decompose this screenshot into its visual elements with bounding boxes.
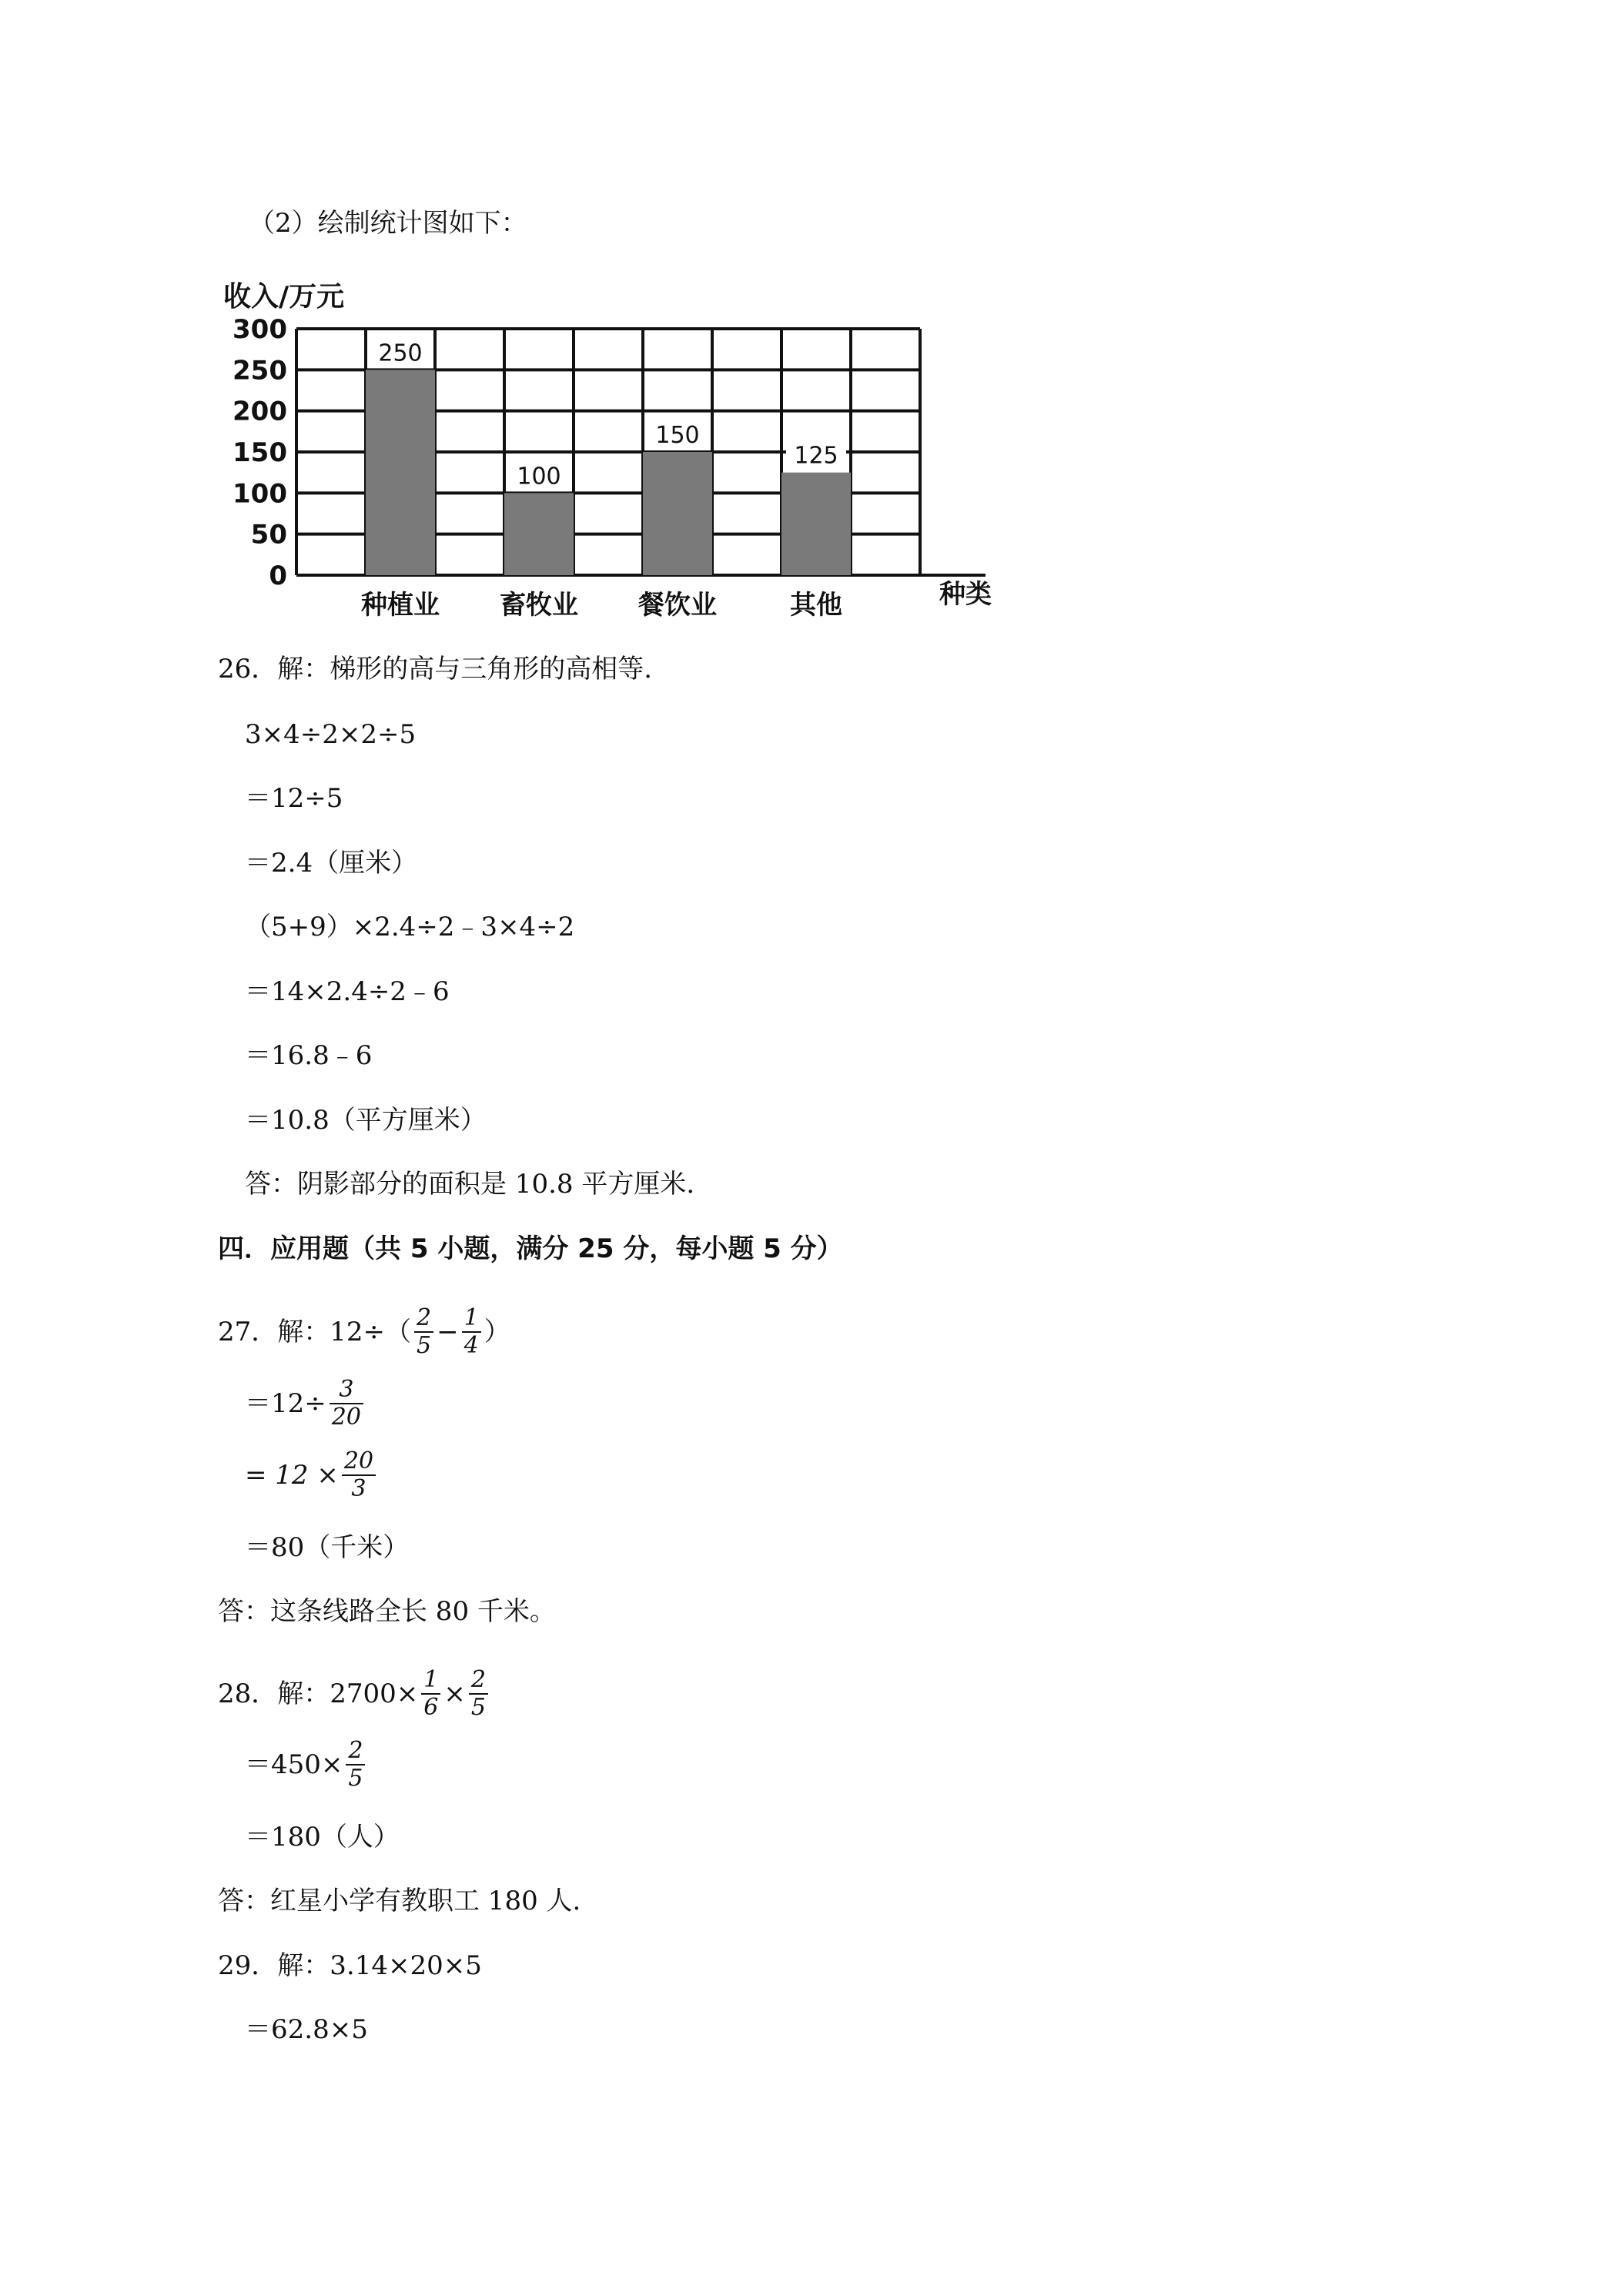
y-tick-label: 300 <box>233 314 287 345</box>
data-label: 250 <box>378 340 423 367</box>
q26-step-6: ＝16.8﹣6 <box>245 1040 373 1071</box>
data-label: 125 <box>794 442 838 470</box>
y-tick-label: 0 <box>269 561 287 591</box>
fraction: $\frac{1}{6}$ <box>421 1667 440 1721</box>
fraction: $\frac{1}{4}$ <box>462 1305 481 1359</box>
q28-step-3: ＝180（人） <box>245 1822 400 1853</box>
y-tick-label: 150 <box>233 437 287 468</box>
y-tick-labels <box>233 314 287 591</box>
data-label: 150 <box>655 422 700 449</box>
x-tick-label: 种植业 <box>361 590 440 621</box>
q26-step-5: ＝14×2.4÷2﹣6 <box>245 976 450 1007</box>
data-label: 100 <box>517 463 561 490</box>
x-tick-label: 其他 <box>790 590 842 621</box>
q27-head-prefix: 27．解：12÷（ <box>218 1317 412 1347</box>
q28-step-2: ＝450× $\frac{2}{5}$ <box>245 1734 368 1796</box>
bar-chart <box>223 273 1001 628</box>
fraction: $\frac{3}{20}$ <box>330 1377 363 1431</box>
q27-heading <box>218 1301 510 1363</box>
q26-step-3: ＝2.4（厘米） <box>245 848 418 879</box>
q26-answer: 答：阴影部分的面积是 10.8 平方厘米. <box>245 1169 695 1200</box>
q28-heading: 28．解：2700× $\frac{1}{6}$ × $\frac{2}{5}$ <box>218 1663 491 1725</box>
fraction: $\frac{20}{3}$ <box>342 1448 376 1502</box>
y-tick-label: 200 <box>233 396 287 427</box>
times-sign: × <box>443 1678 466 1709</box>
minus-sign: − <box>437 1317 459 1347</box>
bar <box>643 452 712 575</box>
y-axis-label: 收入/万元 <box>223 281 345 313</box>
fraction: $\frac{2}{5}$ <box>346 1738 365 1792</box>
section-4-heading: 四．应用题（共 5 小题，满分 25 分，每小题 5 分） <box>218 1233 843 1264</box>
fraction: $\frac{2}{5}$ <box>414 1305 433 1359</box>
q29-heading: 29．解：3.14×20×5 <box>218 1950 482 1981</box>
y-tick-label: 50 <box>250 519 287 551</box>
x-tick-label: 畜牧业 <box>500 590 578 621</box>
y-tick-label: 100 <box>233 478 287 510</box>
q27-step-2: ＝12÷ $\frac{3}{20}$ <box>245 1373 366 1434</box>
x-axis-label: 种类 <box>939 579 992 610</box>
bar <box>504 493 574 575</box>
q27-head-suffix: ） <box>484 1317 510 1347</box>
x-tick-label: 餐饮业 <box>638 590 717 621</box>
chart-bars <box>366 336 851 575</box>
bar <box>781 473 851 575</box>
q26-step-4: （5+9）×2.4÷2﹣3×4÷2 <box>245 912 575 942</box>
fraction: $\frac{2}{5}$ <box>469 1667 488 1721</box>
q27-answer: 答：这条线路全长 80 千米。 <box>218 1596 556 1627</box>
q27-step-4: ＝80（千米） <box>245 1532 410 1563</box>
q26-step-2: ＝12÷5 <box>245 783 343 814</box>
x-tick-labels <box>361 590 842 621</box>
q26-step-7: ＝10.8（平方厘米） <box>245 1105 487 1136</box>
q28-answer: 答：红星小学有教职工 180 人. <box>218 1886 581 1916</box>
chart-caption: （2）绘制统计图如下： <box>249 208 527 239</box>
q26-heading: 26．解：梯形的高与三角形的高相等. <box>218 654 653 684</box>
q26-step-1: 3×4÷2×2÷5 <box>245 719 417 750</box>
y-tick-label: 250 <box>233 355 287 387</box>
q29-step-2: ＝62.8×5 <box>245 2014 368 2045</box>
bar <box>366 370 435 575</box>
q27-step-3: = 12 × $\frac{20}{3}$ <box>245 1444 379 1506</box>
